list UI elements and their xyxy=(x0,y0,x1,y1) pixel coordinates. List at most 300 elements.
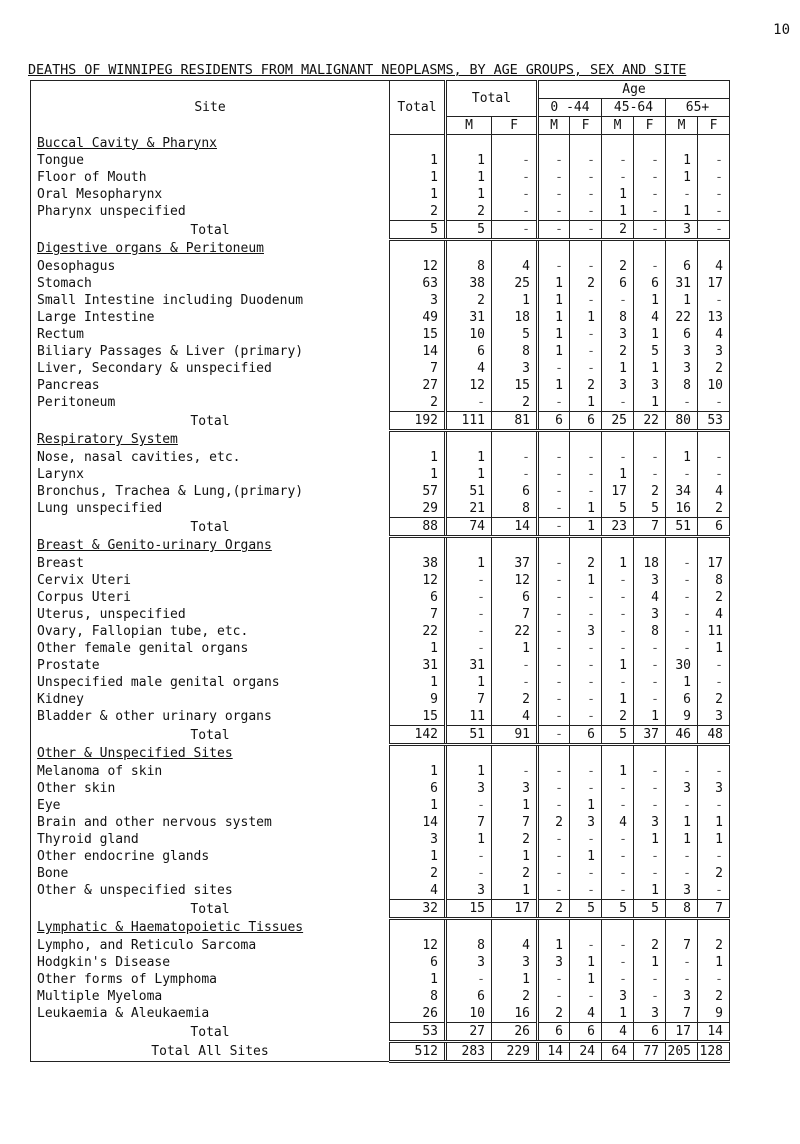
value-cell: 4 xyxy=(446,360,492,377)
value-cell: - xyxy=(634,797,666,814)
table-row xyxy=(31,623,730,640)
value-cell: 1 xyxy=(492,882,538,900)
value-cell: - xyxy=(570,360,602,377)
value-cell: 91 xyxy=(492,726,538,745)
value-cell: 4 xyxy=(698,326,730,343)
value-cell: 14 xyxy=(390,343,446,360)
value-cell: - xyxy=(666,763,698,780)
value-cell: 3 xyxy=(666,221,698,240)
value-cell: 1 xyxy=(390,797,446,814)
value-cell: - xyxy=(698,882,730,900)
table-row xyxy=(31,169,730,186)
value-cell: 5 xyxy=(390,221,446,240)
value-cell: 6 xyxy=(492,483,538,500)
value-cell: 38 xyxy=(390,555,446,572)
value-cell: - xyxy=(634,971,666,988)
site-label: Liver, Secondary & unspecified xyxy=(37,361,272,376)
value-cell: 24 xyxy=(570,1042,602,1062)
value-cell: 29 xyxy=(390,500,446,518)
group-heading-row xyxy=(31,240,730,259)
value-cell: 8 xyxy=(666,377,698,394)
value-cell: 23 xyxy=(602,518,634,537)
value-cell: 10 xyxy=(446,326,492,343)
value-cell: 37 xyxy=(634,726,666,745)
value-cell: 4 xyxy=(492,937,538,954)
value-cell: 21 xyxy=(446,500,492,518)
value-cell: 22 xyxy=(390,623,446,640)
group-total-row xyxy=(31,726,730,745)
site-label: Biliary Passages & Liver (primary) xyxy=(37,344,304,359)
value-cell: - xyxy=(492,466,538,483)
value-cell: - xyxy=(666,848,698,865)
value-cell: - xyxy=(602,572,634,589)
value-cell: 1 xyxy=(446,152,492,169)
value-cell: 1 xyxy=(538,292,570,309)
value-cell: - xyxy=(570,882,602,900)
value-cell: 7 xyxy=(666,937,698,954)
value-cell: - xyxy=(602,623,634,640)
value-cell: - xyxy=(446,971,492,988)
table-row xyxy=(31,152,730,169)
value-cell: - xyxy=(538,589,570,606)
table-row xyxy=(31,275,730,292)
value-cell: 37 xyxy=(492,555,538,572)
value-cell: - xyxy=(538,466,570,483)
value-cell: 51 xyxy=(446,483,492,500)
group-heading: Lymphatic & Haematopoietic Tissues xyxy=(37,920,304,936)
value-cell: 49 xyxy=(390,309,446,326)
value-cell: 1 xyxy=(390,466,446,483)
value-cell: 1 xyxy=(602,657,634,674)
value-cell: - xyxy=(570,708,602,726)
value-cell: 2 xyxy=(390,203,446,221)
value-cell: - xyxy=(570,674,602,691)
value-cell: 1 xyxy=(570,954,602,971)
value-cell: 3 xyxy=(666,780,698,797)
value-cell: 11 xyxy=(446,708,492,726)
value-cell: 64 xyxy=(602,1042,634,1062)
value-cell: 6 xyxy=(570,726,602,745)
value-cell: 1 xyxy=(634,292,666,309)
value-cell: 14 xyxy=(538,1042,570,1062)
table-row xyxy=(31,326,730,343)
value-cell: - xyxy=(698,221,730,240)
site-label: Peritoneum xyxy=(37,395,116,411)
table-row xyxy=(31,1005,730,1023)
value-cell: 3 xyxy=(492,360,538,377)
group-heading: Respiratory System xyxy=(37,432,178,448)
value-cell: 1 xyxy=(492,848,538,865)
value-cell: - xyxy=(538,572,570,589)
value-cell: - xyxy=(634,865,666,882)
group-heading: Digestive organs & Peritoneum xyxy=(37,241,264,257)
value-cell: - xyxy=(492,763,538,780)
table-row xyxy=(31,937,730,954)
value-cell: 1 xyxy=(492,971,538,988)
group-heading: Breast & Genito-urinary Organs xyxy=(37,538,272,554)
table-row xyxy=(31,848,730,865)
value-cell: 1 xyxy=(538,343,570,360)
value-cell: 1 xyxy=(666,449,698,466)
table-row xyxy=(31,309,730,326)
value-cell: - xyxy=(698,186,730,203)
table-row xyxy=(31,865,730,882)
value-cell: - xyxy=(538,258,570,275)
value-cell: 8 xyxy=(446,258,492,275)
value-cell: - xyxy=(446,589,492,606)
site-label: Other endocrine glands xyxy=(37,849,210,864)
value-cell: 1 xyxy=(666,292,698,309)
site-label: Other & unspecified sites xyxy=(37,883,233,899)
value-cell: - xyxy=(538,865,570,882)
value-cell: - xyxy=(570,258,602,275)
value-cell: 7 xyxy=(634,518,666,537)
value-cell: 1 xyxy=(446,186,492,203)
group-total-row xyxy=(31,1023,730,1042)
value-cell: 12 xyxy=(390,258,446,275)
value-cell: - xyxy=(698,848,730,865)
value-cell: 57 xyxy=(390,483,446,500)
value-cell: - xyxy=(570,865,602,882)
value-cell: - xyxy=(634,169,666,186)
value-cell: - xyxy=(570,292,602,309)
value-cell: - xyxy=(538,657,570,674)
value-cell: 6 xyxy=(666,691,698,708)
value-cell: 2 xyxy=(698,691,730,708)
header-age-group-45-64: 45-64 xyxy=(602,99,666,117)
site-label: Total xyxy=(190,1024,230,1040)
site-label: Corpus Uteri xyxy=(37,590,131,605)
value-cell: 1 xyxy=(446,763,492,780)
value-cell: 1 xyxy=(446,466,492,483)
value-cell: - xyxy=(538,500,570,518)
value-cell: 3 xyxy=(634,572,666,589)
value-cell: 5 xyxy=(446,221,492,240)
value-cell: 1 xyxy=(538,377,570,394)
value-cell: - xyxy=(602,394,634,412)
value-cell: - xyxy=(446,623,492,640)
value-cell: 22 xyxy=(634,412,666,431)
value-cell: - xyxy=(602,169,634,186)
header-age-group-65-plus: 65+ xyxy=(666,99,730,117)
value-cell: 14 xyxy=(698,1023,730,1042)
value-cell: 2 xyxy=(538,900,570,919)
table-row xyxy=(31,988,730,1005)
table-row xyxy=(31,555,730,572)
value-cell: - xyxy=(538,186,570,203)
value-cell: - xyxy=(538,882,570,900)
group-heading-row xyxy=(31,135,730,153)
site-label: Oesophagus xyxy=(37,259,116,274)
value-cell: - xyxy=(570,988,602,1005)
value-cell: 2 xyxy=(698,360,730,377)
value-cell: - xyxy=(446,848,492,865)
site-label: Total All Sites xyxy=(151,1043,269,1059)
value-cell: - xyxy=(446,606,492,623)
group-heading-row xyxy=(31,537,730,556)
value-cell: - xyxy=(538,555,570,572)
value-cell: - xyxy=(492,169,538,186)
value-cell: 1 xyxy=(602,360,634,377)
value-cell: 5 xyxy=(634,500,666,518)
value-cell: - xyxy=(538,726,570,745)
value-cell: - xyxy=(634,221,666,240)
value-cell: 30 xyxy=(666,657,698,674)
value-cell: 17 xyxy=(698,275,730,292)
value-cell: 1 xyxy=(666,169,698,186)
value-cell: - xyxy=(602,589,634,606)
value-cell: 2 xyxy=(570,555,602,572)
value-cell: - xyxy=(492,449,538,466)
table-row xyxy=(31,780,730,797)
value-cell: 4 xyxy=(390,882,446,900)
value-cell: 80 xyxy=(666,412,698,431)
value-cell: 1 xyxy=(634,882,666,900)
value-cell: - xyxy=(538,449,570,466)
value-cell: 5 xyxy=(570,900,602,919)
value-cell: 6 xyxy=(390,589,446,606)
value-cell: 6 xyxy=(446,343,492,360)
table-row xyxy=(31,258,730,275)
value-cell: 6 xyxy=(492,589,538,606)
site-label: Nose, nasal cavities, etc. xyxy=(37,450,241,465)
value-cell: 7 xyxy=(698,900,730,919)
value-cell: 77 xyxy=(634,1042,666,1062)
value-cell: - xyxy=(446,572,492,589)
site-label: Stomach xyxy=(37,276,92,291)
value-cell: 6 xyxy=(634,275,666,292)
value-cell: 1 xyxy=(634,394,666,412)
value-cell: - xyxy=(570,763,602,780)
value-cell: 4 xyxy=(492,708,538,726)
value-cell: 3 xyxy=(634,606,666,623)
value-cell: 1 xyxy=(698,640,730,657)
value-cell: - xyxy=(538,606,570,623)
header-sex-f: F xyxy=(492,117,538,135)
value-cell: 2 xyxy=(390,865,446,882)
value-cell: - xyxy=(570,152,602,169)
value-cell: - xyxy=(538,483,570,500)
value-cell: 7 xyxy=(390,360,446,377)
site-label: Bronchus, Trachea & Lung,(primary) xyxy=(37,484,304,499)
value-cell: 17 xyxy=(698,555,730,572)
value-cell: 2 xyxy=(634,483,666,500)
value-cell: 51 xyxy=(446,726,492,745)
value-cell: 1 xyxy=(446,831,492,848)
site-label: Other female genital organs xyxy=(37,641,249,656)
value-cell: 2 xyxy=(602,258,634,275)
value-cell: - xyxy=(634,780,666,797)
value-cell: 1 xyxy=(446,674,492,691)
value-cell: 4 xyxy=(698,258,730,275)
value-cell: - xyxy=(492,186,538,203)
value-cell: 9 xyxy=(390,691,446,708)
value-cell: 8 xyxy=(492,500,538,518)
value-cell: 7 xyxy=(446,814,492,831)
site-label: Hodgkin's Disease xyxy=(37,955,171,970)
value-cell: 74 xyxy=(446,518,492,537)
value-cell: - xyxy=(570,343,602,360)
value-cell: 3 xyxy=(698,708,730,726)
value-cell: - xyxy=(698,152,730,169)
value-cell: 1 xyxy=(390,169,446,186)
value-cell: - xyxy=(602,152,634,169)
value-cell: - xyxy=(538,518,570,537)
value-cell: 18 xyxy=(634,555,666,572)
site-label: Rectum xyxy=(37,327,84,342)
value-cell: 7 xyxy=(390,606,446,623)
value-cell: 1 xyxy=(538,326,570,343)
value-cell: 26 xyxy=(390,1005,446,1023)
value-cell: 2 xyxy=(446,203,492,221)
value-cell: - xyxy=(538,203,570,221)
group-heading-row xyxy=(31,431,730,450)
value-cell: - xyxy=(698,169,730,186)
value-cell: - xyxy=(538,848,570,865)
value-cell: 1 xyxy=(602,555,634,572)
value-cell: - xyxy=(634,691,666,708)
header-total: Total xyxy=(390,81,446,135)
value-cell: 1 xyxy=(602,466,634,483)
value-cell: - xyxy=(570,606,602,623)
value-cell: 229 xyxy=(492,1042,538,1062)
value-cell: 22 xyxy=(666,309,698,326)
header-site: Site xyxy=(194,100,226,116)
value-cell: 88 xyxy=(390,518,446,537)
value-cell: - xyxy=(698,797,730,814)
value-cell: 31 xyxy=(446,657,492,674)
value-cell: - xyxy=(538,640,570,657)
value-cell: 48 xyxy=(698,726,730,745)
value-cell: 7 xyxy=(492,606,538,623)
value-cell: 1 xyxy=(390,848,446,865)
value-cell: 14 xyxy=(492,518,538,537)
value-cell: 3 xyxy=(602,988,634,1005)
value-cell: - xyxy=(634,988,666,1005)
value-cell: - xyxy=(666,589,698,606)
value-cell: 1 xyxy=(538,275,570,292)
value-cell: - xyxy=(666,186,698,203)
value-cell: - xyxy=(666,394,698,412)
value-cell: - xyxy=(570,186,602,203)
value-cell: 3 xyxy=(634,814,666,831)
value-cell: 34 xyxy=(666,483,698,500)
value-cell: - xyxy=(602,292,634,309)
value-cell: 3 xyxy=(698,343,730,360)
site-label: Small Intestine including Duodenum xyxy=(37,293,304,308)
value-cell: 10 xyxy=(698,377,730,394)
value-cell: 5 xyxy=(634,343,666,360)
group-total-row xyxy=(31,221,730,240)
value-cell: 4 xyxy=(698,483,730,500)
table-row xyxy=(31,831,730,848)
site-label: Kidney xyxy=(37,692,84,707)
value-cell: 8 xyxy=(634,623,666,640)
value-cell: 15 xyxy=(390,708,446,726)
value-cell: 17 xyxy=(666,1023,698,1042)
value-cell: 1 xyxy=(390,763,446,780)
value-cell: 4 xyxy=(698,606,730,623)
value-cell: - xyxy=(570,831,602,848)
value-cell: 1 xyxy=(602,1005,634,1023)
value-cell: 8 xyxy=(602,309,634,326)
value-cell: 1 xyxy=(390,186,446,203)
table-row xyxy=(31,572,730,589)
value-cell: 2 xyxy=(492,865,538,882)
value-cell: 63 xyxy=(390,275,446,292)
value-cell: 2 xyxy=(634,937,666,954)
value-cell: - xyxy=(698,971,730,988)
value-cell: 1 xyxy=(390,640,446,657)
value-cell: 5 xyxy=(602,500,634,518)
site-label: Floor of Mouth xyxy=(37,170,147,185)
value-cell: - xyxy=(634,258,666,275)
value-cell: 3 xyxy=(634,377,666,394)
value-cell: 512 xyxy=(390,1042,446,1062)
table-row xyxy=(31,971,730,988)
value-cell: 1 xyxy=(602,763,634,780)
table-row xyxy=(31,640,730,657)
header-total-by-sex: Total xyxy=(446,81,538,117)
table-row xyxy=(31,292,730,309)
value-cell: - xyxy=(602,797,634,814)
value-cell: - xyxy=(570,221,602,240)
site-label: Ovary, Fallopian tube, etc. xyxy=(37,624,249,639)
value-cell: 1 xyxy=(390,674,446,691)
value-cell: 32 xyxy=(390,900,446,919)
value-cell: 1 xyxy=(634,360,666,377)
value-cell: 1 xyxy=(698,954,730,971)
site-label: Prostate xyxy=(37,658,100,673)
value-cell: - xyxy=(634,848,666,865)
header-age-group-0-44: 0 -44 xyxy=(538,99,602,117)
value-cell: 11 xyxy=(698,623,730,640)
group-heading: Other & Unspecified Sites xyxy=(37,746,233,762)
value-cell: 4 xyxy=(634,589,666,606)
site-label: Pancreas xyxy=(37,378,100,393)
value-cell: - xyxy=(570,937,602,954)
value-cell: 6 xyxy=(390,780,446,797)
value-cell: 5 xyxy=(634,900,666,919)
value-cell: - xyxy=(570,589,602,606)
value-cell: - xyxy=(666,797,698,814)
value-cell: 22 xyxy=(492,623,538,640)
value-cell: 2 xyxy=(602,343,634,360)
value-cell: - xyxy=(602,971,634,988)
value-cell: 6 xyxy=(446,988,492,1005)
value-cell: 3 xyxy=(666,988,698,1005)
site-label: Multiple Myeloma xyxy=(37,989,163,1004)
table-row xyxy=(31,589,730,606)
value-cell: - xyxy=(492,221,538,240)
table-row xyxy=(31,377,730,394)
value-cell: 6 xyxy=(602,275,634,292)
value-cell: 1 xyxy=(390,152,446,169)
value-cell: - xyxy=(666,623,698,640)
value-cell: - xyxy=(538,152,570,169)
value-cell: - xyxy=(698,674,730,691)
value-cell: - xyxy=(602,954,634,971)
site-label: Oral Mesopharynx xyxy=(37,187,163,202)
site-label: Total xyxy=(190,727,230,743)
value-cell: - xyxy=(538,988,570,1005)
value-cell: - xyxy=(570,483,602,500)
value-cell: - xyxy=(446,797,492,814)
value-cell: 5 xyxy=(602,900,634,919)
site-label: Lung unspecified xyxy=(37,501,163,517)
table-row xyxy=(31,483,730,500)
value-cell: 1 xyxy=(602,203,634,221)
